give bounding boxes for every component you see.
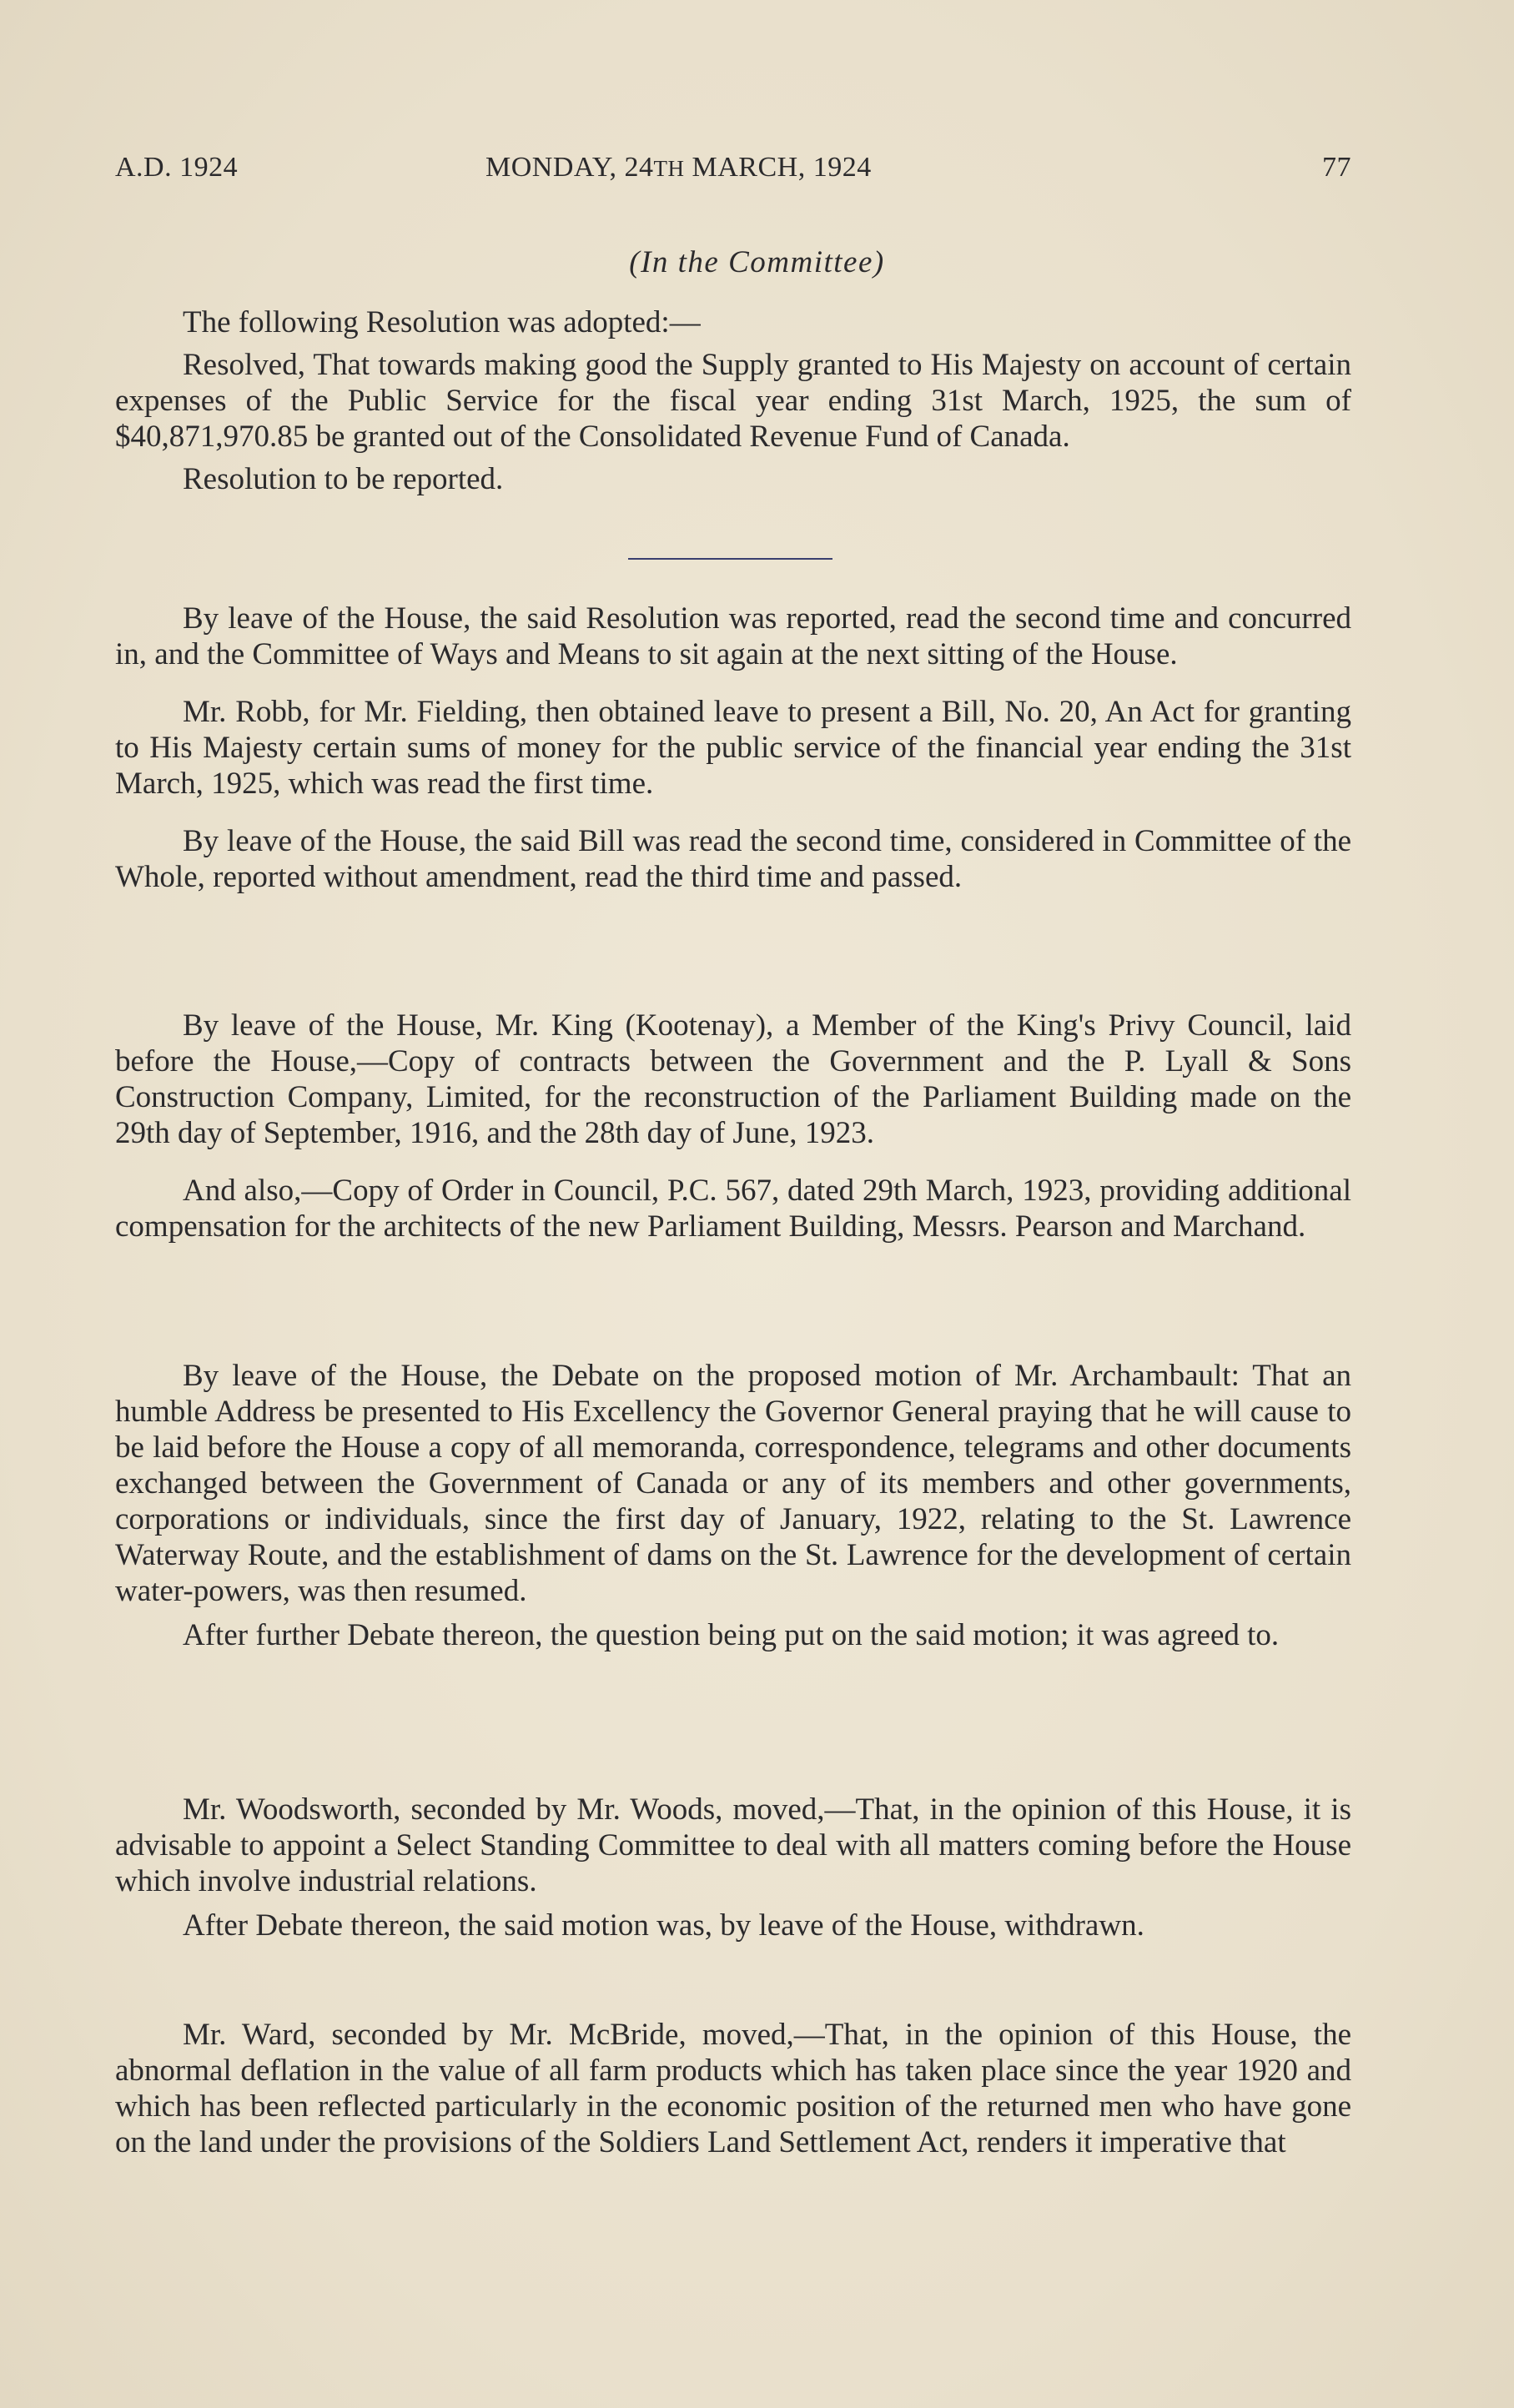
header-year: A.D. 1924 [115,152,239,183]
paragraph-motion-withdrawn: After Debate thereon, the said motion was, by leave of the House, withdrawn. [183,1908,1144,1943]
header-page-number: 77 [1322,152,1351,183]
paragraph-bill-presented: Mr. Robb, for Mr. Fielding, then obtained leave to present a Bill, No. 20, An Act for granting to His Majesty certain sums of money for the public service of the financial year ending the 31st March, 1925, which was read the first time. [115,695,1351,801]
page-header [115,152,1351,194]
section-subtitle: (In the Committee) [629,245,885,279]
header-date-part-c: MARCH, 1924 [684,152,872,183]
header-date-suffix: TH [653,156,685,181]
resolution-block [115,304,1351,497]
header-date-part-a: MONDAY, 24 [485,152,654,183]
paragraph-order-in-council: And also,—Copy of Order in Council, P.C. 567, dated 29th March, 1923, providing additional compensation for the architects of the new Parliament Building, Messrs. Pearson and Marchand. [115,1174,1351,1244]
paragraph-woodsworth-motion: Mr. Woodsworth, seconded by Mr. Woods, moved,—That, in the opinion of this House, it is advisable to appoint a Select Standing Committee to deal with all matters coming before the House which involve industrial relations. [115,1792,1351,1898]
paragraph-resolution-reported: Resolution to be reported. [183,462,504,496]
proceedings-block-3 [115,1358,1351,1653]
paragraph-resolved: Resolved, That towards making good the Supply granted to His Majesty on account of certain expenses of the Public Service for the fiscal year ending 31st March, 1925, the sum of $40,871,970.85 be granted out of the Consolidated Revenue Fund of Canada. [115,348,1351,454]
paragraph-bill-passed: By leave of the House, the said Bill was read the second time, considered in Committee of the Whole, reported without amendment, read the third time and passed. [115,824,1351,894]
proceedings-block-1 [115,601,1351,895]
proceedings-block-2 [115,1008,1351,1244]
paragraph-motion-agreed: After further Debate thereon, the question being put on the said motion; it was agreed to. [183,1618,1280,1652]
paragraph-resolution-concurred: By leave of the House, the said Resolution was reported, read the second time and concurred in, and the Committee of Ways and Means to sit again at the next sitting of the House. [115,601,1351,671]
paragraph-resolution-adopted: The following Resolution was adopted:— [183,305,701,339]
paragraph-debate-resumed: By leave of the House, the Debate on the proposed motion of Mr. Archambault: That an humble Address be presented to His Excellency the Governor General praying that he will cause to be laid before the House a copy of all memoranda, correspondence, telegrams and other documents exchanged between the Government of Canada or any of its members and other governments, corporations or individuals, since the first day of January, 1922, relating to the St. Lawrence Waterway Route, and the establishment of dams on the St. Lawrence for the development of certain water-powers, was then resumed. [115,1359,1351,1608]
paragraph-contracts-tabled: By leave of the House, Mr. King (Kootenay), a Member of the King's Privy Council, laid before the House,—Copy of contracts between the Government and the P. Lyall & Sons Construction Company, Limited, for the reconstruction of the Parliament Building made on the 29th day of September, 1916, and the 28th day of June, 1923. [115,1008,1351,1150]
section-divider [628,558,832,560]
header-date [485,152,872,183]
proceedings-block-5 [115,2017,1351,2160]
proceedings-block-4 [115,1792,1351,1943]
paragraph-ward-motion: Mr. Ward, seconded by Mr. McBride, moved,—That, in the opinion of this House, the abnormal deflation in the value of all farm products which has taken place since the year 1920 and which has been reflected particularly in the economic position of the returned men who have gone on the land under the provisions of the Soldiers Land Settlement Act, renders it imperative that [115,2018,1351,2159]
